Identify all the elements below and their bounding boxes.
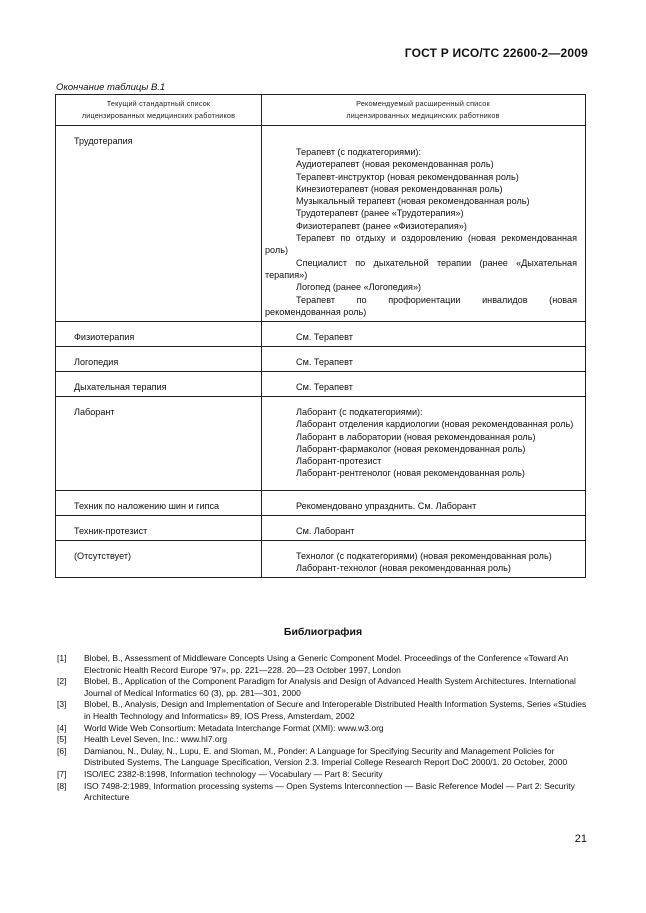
bibliography-number: [7] bbox=[57, 768, 67, 779]
table-row bbox=[56, 491, 585, 516]
table-cell-current: (Отсутствует) bbox=[74, 551, 132, 561]
table-cell-current: Дыхательная терапия bbox=[74, 382, 167, 392]
role-line: Физиотерапевт (ранее «Физиотерапия») bbox=[296, 220, 467, 231]
bibliography-item bbox=[57, 653, 589, 676]
table-row bbox=[56, 397, 585, 491]
role-line: Терапевт по профориентации инвалидов (новая рекомендованная роль) bbox=[265, 294, 577, 317]
column-header-recommended-line-1: Рекомендуемый расширенный список bbox=[356, 99, 490, 108]
bibliography-number: [1] bbox=[57, 653, 67, 663]
table-cell-current: Физиотерапия bbox=[74, 332, 135, 342]
bibliography-text: Damianou, N., Dulay, N., Lupu, E. and Sloman, M., Ponder: A Language for Specifying Security and Management Policies for Distributed Systems, The Language Specification, Version 2.3. Imperial College Research Report DoC 2000/1. 20 October, 2000 bbox=[84, 745, 568, 768]
table-cell-current: Техник-протезист bbox=[74, 526, 148, 536]
bibliography-item bbox=[57, 734, 589, 746]
table-row bbox=[56, 541, 585, 578]
column-header-current-line-2: лицензированных медицинских работников bbox=[81, 111, 236, 120]
roles-table bbox=[55, 94, 586, 578]
bibliography-text: ISO 7498-2:1989, Information processing systems — Open Systems Interconnection — Basic Reference Model — Part 2: Security Architecture bbox=[84, 780, 575, 803]
role-line: Лаборант (с подкатегориями): bbox=[296, 407, 423, 417]
table-caption: Окончание таблицы B.1 bbox=[56, 82, 166, 93]
table-row bbox=[56, 126, 585, 322]
column-header-recommended bbox=[261, 95, 585, 126]
bibliography-item bbox=[57, 769, 589, 781]
table-cell-recommended bbox=[265, 406, 577, 480]
column-header-recommended-line-2: лицензированных медицинских работников bbox=[346, 111, 500, 120]
table-cell-recommended bbox=[265, 146, 577, 318]
role-line: Лаборант в лаборатории (новая рекомендованная роль) bbox=[296, 431, 536, 442]
page-number: 21 bbox=[574, 833, 587, 845]
role-line: Кинезиотерапевт (новая рекомендованная роль) bbox=[296, 183, 503, 194]
role-line: Лаборант-технолог (новая рекомендованная роль) bbox=[296, 563, 511, 574]
role-line: Терапевт-инструктор (новая рекомендованная роль) bbox=[296, 171, 519, 182]
role-line: Трудотерапевт (ранее «Трудотерапия») bbox=[296, 208, 464, 219]
bibliography-text: World Wide Web Consortium: Metadata Interchange Format (XMI): www.w3.org bbox=[84, 722, 384, 733]
bibliography-number: [3] bbox=[57, 699, 67, 710]
role-line: Терапевт (с подкатегориями): bbox=[296, 147, 421, 157]
table-cell-recommended bbox=[265, 550, 577, 575]
role-line: См. Терапевт bbox=[296, 382, 353, 392]
role-line: Лаборант-фармаколог (новая рекомендованная роль) bbox=[296, 443, 526, 454]
column-header-current bbox=[56, 95, 261, 126]
role-line: См. Терапевт bbox=[296, 332, 353, 342]
role-line: Логопед (ранее «Логопедия») bbox=[296, 282, 422, 293]
table-cell-current: Лаборант bbox=[74, 407, 115, 417]
bibliography-number: [6] bbox=[57, 745, 67, 756]
bibliography-number: [8] bbox=[57, 780, 67, 791]
bibliography-text: Health Level Seven, Inc.: www.hl7.org bbox=[84, 734, 228, 745]
bibliography-item bbox=[57, 699, 589, 722]
table-cell-recommended bbox=[265, 356, 577, 368]
table-cell-current: Логопедия bbox=[74, 357, 119, 367]
role-line: Терапевт по отдыху и оздоровлению (новая рекомендованная роль) bbox=[265, 233, 577, 256]
table-cell-current: Техник по наложению шин и гипса bbox=[74, 501, 220, 511]
bibliography-number: [4] bbox=[57, 722, 67, 733]
table-cell-recommended bbox=[265, 500, 577, 512]
bibliography-text: Blobel, B., Application of the Component Paradigm for Analysis and Design of Advanced Health System Architectures. International Journal of Medical Informatics 60 (3), pp. 281—301, 2000 bbox=[84, 676, 576, 698]
table-cell-recommended bbox=[265, 525, 577, 537]
table-row bbox=[56, 347, 585, 372]
bibliography-number: [5] bbox=[57, 734, 67, 745]
role-line: Лаборант отделения кардиологии (новая рекомендованная роль) bbox=[296, 419, 574, 430]
role-line: Лаборант-протезист bbox=[296, 456, 382, 467]
bibliography-title: Библиография bbox=[283, 626, 363, 638]
role-line: Рекомендовано упразднить. См. Лаборант bbox=[296, 501, 477, 511]
bibliography-text: Blobel, B., Analysis, Design and Implementation of Secure and Interoperable Distributed Health Information Systems, Series «Studies in Health Technology and Informatics» 89, IOS Press, Amsterdam, 2002 bbox=[84, 699, 587, 721]
column-divider bbox=[261, 95, 262, 577]
bibliography-item bbox=[57, 723, 589, 735]
bibliography-text: Blobel, B., Assessment of Middleware Concepts Using a Generic Component Model. Proceedings of the Conference «Toward An Electronic Health Record Europe '97», pp. 221—228. 20—23 October 1997, London bbox=[84, 653, 569, 675]
table-row bbox=[56, 372, 585, 397]
document-id-header: ГОСТ Р ИСО/ТС 22600-2—2009 bbox=[404, 46, 588, 60]
column-header-current-line-1: Текущий стандартный список bbox=[106, 99, 211, 108]
role-line: Аудиотерапевт (новая рекомендованная роль) bbox=[296, 159, 494, 170]
role-line: Технолог (с подкатегориями) (новая рекомендованная роль) bbox=[296, 551, 552, 561]
bibliography-list bbox=[57, 653, 589, 804]
bibliography-text: ISO/IEC 2382-8:1998, Information technology — Vocabulary — Part 8: Security bbox=[84, 768, 383, 779]
role-line: Специалист по дыхательной терапии (ранее «Дыхательная терапия») bbox=[265, 257, 577, 280]
table-row bbox=[56, 322, 585, 347]
bibliography-item bbox=[57, 746, 589, 769]
bibliography-item bbox=[57, 781, 589, 804]
table-cell-recommended bbox=[265, 381, 577, 393]
role-line: См. Терапевт bbox=[296, 357, 353, 367]
bibliography-item bbox=[57, 676, 589, 699]
role-line: Музыкальный терапевт (новая рекомендованная роль) bbox=[296, 196, 530, 207]
table-cell-current: Трудотерапия bbox=[74, 136, 133, 146]
role-line: См. Лаборант bbox=[296, 526, 355, 536]
bibliography-number: [2] bbox=[57, 676, 67, 687]
table-cell-recommended bbox=[265, 331, 577, 343]
role-line: Лаборант-рентгенолог (новая рекомендованная роль) bbox=[296, 468, 525, 479]
table-row bbox=[56, 516, 585, 541]
